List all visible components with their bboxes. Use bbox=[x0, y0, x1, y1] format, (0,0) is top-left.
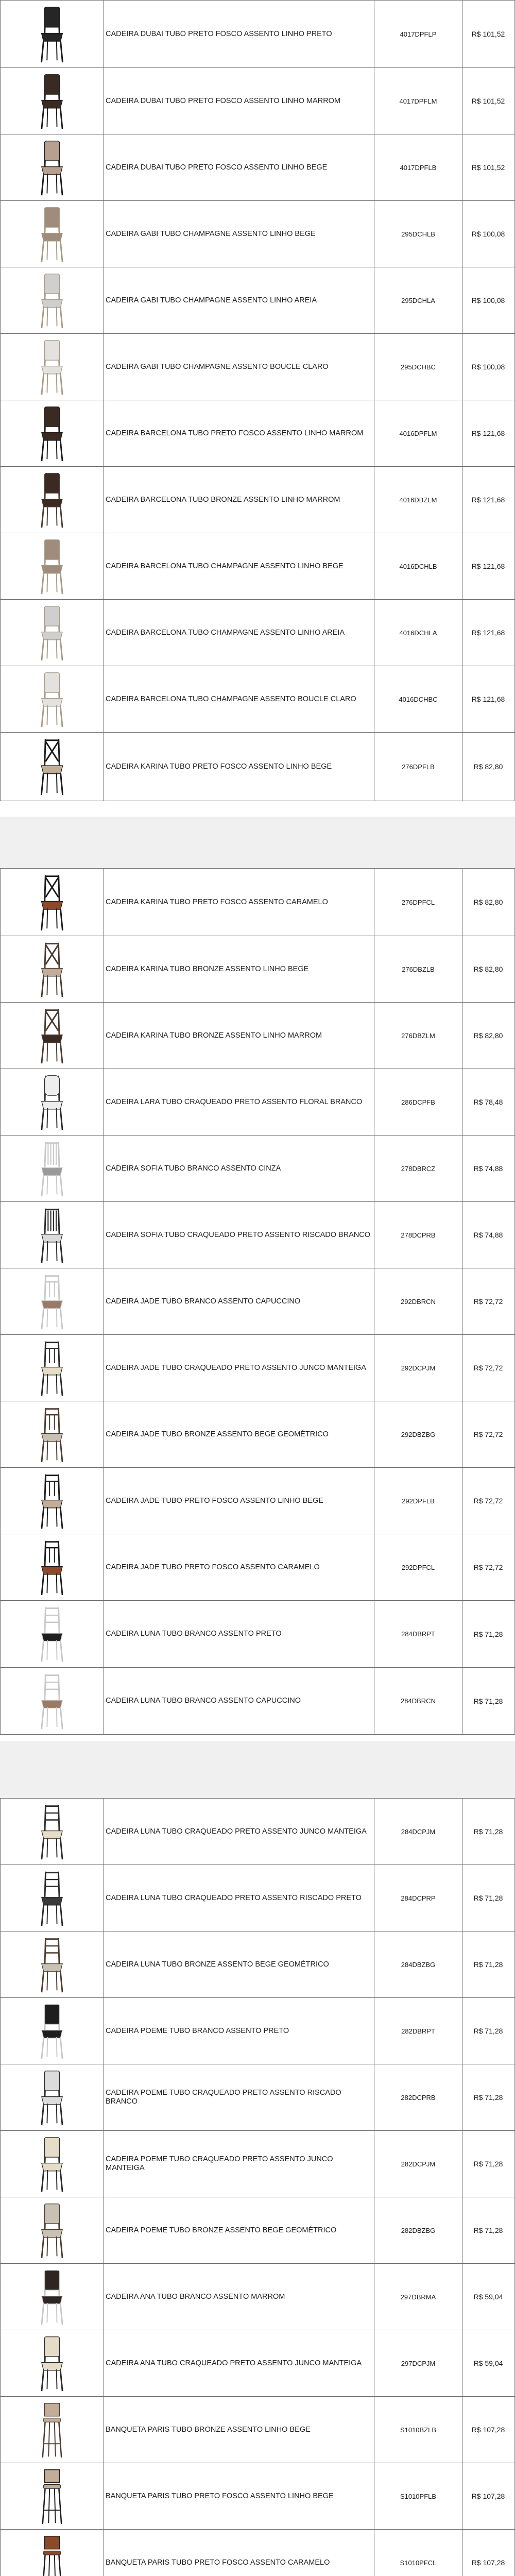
product-image-cell bbox=[1, 2463, 104, 2530]
product-code: 284DBRCN bbox=[374, 1668, 462, 1735]
chair-image bbox=[34, 205, 70, 264]
product-description: CADEIRA ANA TUBO CRAQUEADO PRETO ASSENTO JUNCO MANTEIGA bbox=[104, 2330, 374, 2397]
product-price: R$ 71,28 bbox=[462, 2131, 514, 2197]
product-code: 292DBZBG bbox=[374, 1401, 462, 1468]
product-row bbox=[1, 1401, 515, 1468]
product-row bbox=[1, 666, 515, 733]
product-code: 292DPFCL bbox=[374, 1534, 462, 1601]
product-code: 282DCPJM bbox=[374, 2131, 462, 2197]
product-price: R$ 78,48 bbox=[462, 1069, 514, 1136]
product-price: R$ 100,08 bbox=[462, 334, 514, 400]
product-row bbox=[1, 2397, 515, 2463]
product-row bbox=[1, 334, 515, 400]
product-price: R$ 100,08 bbox=[462, 201, 514, 267]
product-code: 282DCPRB bbox=[374, 2064, 462, 2131]
product-price: R$ 121,68 bbox=[462, 467, 514, 533]
product-image-cell bbox=[1, 334, 104, 400]
product-code: 295DCHBC bbox=[374, 334, 462, 400]
product-price: R$ 82,80 bbox=[462, 733, 514, 801]
product-code: 284DCPRP bbox=[374, 1865, 462, 1931]
product-row bbox=[1, 2463, 515, 2530]
chair-image bbox=[34, 537, 70, 596]
product-description: CADEIRA KARINA TUBO PRETO FOSCO ASSENTO LINHO BEGE bbox=[104, 733, 374, 801]
product-price: R$ 121,68 bbox=[462, 666, 514, 733]
chair-image bbox=[34, 670, 70, 729]
product-code: 282DBRPT bbox=[374, 1998, 462, 2064]
product-image-cell bbox=[1, 267, 104, 334]
chair-image bbox=[34, 2134, 70, 2194]
product-image-cell bbox=[1, 1799, 104, 1865]
chair-image bbox=[34, 940, 70, 999]
catalog-page-3 bbox=[0, 1798, 515, 2576]
product-description: CADEIRA LUNA TUBO BRANCO ASSENTO CAPUCCINO bbox=[104, 1668, 374, 1735]
product-row bbox=[1, 1202, 515, 1268]
product-table bbox=[0, 868, 515, 1735]
product-price: R$ 71,28 bbox=[462, 1998, 514, 2064]
product-price: R$ 74,88 bbox=[462, 1202, 514, 1268]
product-code: 276DPFLB bbox=[374, 733, 462, 801]
product-description: CADEIRA LUNA TUBO CRAQUEADO PRETO ASSENTO RISCADO PRETO bbox=[104, 1865, 374, 1931]
chair-image bbox=[34, 736, 70, 797]
chair-image bbox=[34, 1869, 70, 1928]
product-row bbox=[1, 533, 515, 600]
product-description: CADEIRA POEME TUBO CRAQUEADO PRETO ASSENTO RISCADO BRANCO bbox=[104, 2064, 374, 2131]
product-image-cell bbox=[1, 666, 104, 733]
product-description: CADEIRA GABI TUBO CHAMPAGNE ASSENTO BOUCLE CLARO bbox=[104, 334, 374, 400]
product-description: CADEIRA BARCELONA TUBO CHAMPAGNE ASSENTO LINHO BEGE bbox=[104, 533, 374, 600]
product-price: R$ 100,08 bbox=[462, 267, 514, 334]
product-image-cell bbox=[1, 2197, 104, 2264]
product-image-cell bbox=[1, 2530, 104, 2576]
product-image-cell bbox=[1, 936, 104, 1003]
product-code: 286DCPFB bbox=[374, 1069, 462, 1136]
product-image-cell bbox=[1, 1931, 104, 1998]
product-description: CADEIRA SOFIA TUBO CRAQUEADO PRETO ASSENTO RISCADO BRANCO bbox=[104, 1202, 374, 1268]
product-code: 284DCPJM bbox=[374, 1799, 462, 1865]
product-code: 4016DCHLB bbox=[374, 533, 462, 600]
product-image-cell bbox=[1, 2330, 104, 2397]
chair-image bbox=[34, 271, 70, 330]
product-description: CADEIRA DUBAI TUBO PRETO FOSCO ASSENTO LINHO BEGE bbox=[104, 134, 374, 201]
product-code: 278DCPRB bbox=[374, 1202, 462, 1268]
product-price: R$ 82,80 bbox=[462, 869, 514, 936]
product-description: CADEIRA POEME TUBO BRANCO ASSENTO PRETO bbox=[104, 1998, 374, 2064]
product-row bbox=[1, 2197, 515, 2264]
product-image-cell bbox=[1, 1136, 104, 1202]
product-description: CADEIRA LUNA TUBO CRAQUEADO PRETO ASSENTO JUNCO MANTEIGA bbox=[104, 1799, 374, 1865]
product-code: 4017DPFLB bbox=[374, 134, 462, 201]
product-code: 4016DPFLM bbox=[374, 400, 462, 467]
product-row bbox=[1, 1069, 515, 1136]
product-row bbox=[1, 1799, 515, 1865]
chair-image bbox=[34, 1206, 70, 1265]
product-code: 297DCPJM bbox=[374, 2330, 462, 2397]
product-price: R$ 121,68 bbox=[462, 600, 514, 666]
chair-image bbox=[34, 1671, 70, 1731]
page-gap bbox=[0, 1741, 515, 1798]
chair-image bbox=[34, 1338, 70, 1398]
chair-image bbox=[34, 872, 70, 933]
product-image-cell bbox=[1, 2064, 104, 2131]
product-description: BANQUETA PARIS TUBO BRONZE ASSENTO LINHO BEGE bbox=[104, 2397, 374, 2463]
catalog-page-1 bbox=[0, 0, 515, 817]
chair-image bbox=[34, 470, 70, 530]
chair-image bbox=[34, 1538, 70, 1597]
product-price: R$ 121,68 bbox=[462, 400, 514, 467]
product-description: CADEIRA JADE TUBO PRETO FOSCO ASSENTO CARAMELO bbox=[104, 1534, 374, 1601]
product-description: CADEIRA JADE TUBO CRAQUEADO PRETO ASSENTO JUNCO MANTEIGA bbox=[104, 1335, 374, 1401]
product-description: CADEIRA BARCELONA TUBO CHAMPAGNE ASSENTO BOUCLE CLARO bbox=[104, 666, 374, 733]
product-image-cell bbox=[1, 1401, 104, 1468]
product-row bbox=[1, 1534, 515, 1601]
chair-image bbox=[34, 1604, 70, 1664]
product-code: 295DCHLB bbox=[374, 201, 462, 267]
product-description: CADEIRA LUNA TUBO BRANCO ASSENTO PRETO bbox=[104, 1601, 374, 1668]
product-row bbox=[1, 2330, 515, 2397]
product-code: 276DPFCL bbox=[374, 869, 462, 936]
product-description: CADEIRA DUBAI TUBO PRETO FOSCO ASSENTO LINHO PRETO bbox=[104, 1, 374, 68]
product-price: R$ 107,28 bbox=[462, 2530, 514, 2576]
product-description: CADEIRA BARCELONA TUBO PRETO FOSCO ASSENTO LINHO MARROM bbox=[104, 400, 374, 467]
product-description: CADEIRA KARINA TUBO BRONZE ASSENTO LINHO MARROM bbox=[104, 1003, 374, 1069]
product-row bbox=[1, 2530, 515, 2576]
product-image-cell bbox=[1, 134, 104, 201]
product-description: BANQUETA PARIS TUBO PRETO FOSCO ASSENTO LINHO BEGE bbox=[104, 2463, 374, 2530]
chair-image bbox=[34, 4, 70, 64]
chair-image bbox=[34, 2068, 70, 2127]
catalog-page-2 bbox=[0, 868, 515, 1741]
product-row bbox=[1, 733, 515, 801]
chair-image bbox=[34, 1139, 70, 1198]
product-code: S1010PFCL bbox=[374, 2530, 462, 2576]
product-code: 292DCPJM bbox=[374, 1335, 462, 1401]
product-description: CADEIRA KARINA TUBO BRONZE ASSENTO LINHO BEGE bbox=[104, 936, 374, 1003]
product-code: 4017DPFLM bbox=[374, 68, 462, 134]
product-image-cell bbox=[1, 1268, 104, 1335]
product-row bbox=[1, 1268, 515, 1335]
chair-image bbox=[34, 1471, 70, 1531]
page-gap bbox=[0, 817, 515, 868]
product-price: R$ 107,28 bbox=[462, 2397, 514, 2463]
product-description: CADEIRA JADE TUBO PRETO FOSCO ASSENTO LINHO BEGE bbox=[104, 1468, 374, 1534]
product-price: R$ 71,28 bbox=[462, 1865, 514, 1931]
product-row bbox=[1, 1, 515, 68]
product-price: R$ 82,80 bbox=[462, 936, 514, 1003]
product-price: R$ 107,28 bbox=[462, 2463, 514, 2530]
product-row bbox=[1, 1668, 515, 1735]
product-row bbox=[1, 1003, 515, 1069]
product-row bbox=[1, 201, 515, 267]
product-image-cell bbox=[1, 1, 104, 68]
product-row bbox=[1, 1865, 515, 1931]
product-description: CADEIRA POEME TUBO CRAQUEADO PRETO ASSENTO JUNCO MANTEIGA bbox=[104, 2131, 374, 2197]
product-description: CADEIRA LARA TUBO CRAQUEADO PRETO ASSENTO FLORAL BRANCO bbox=[104, 1069, 374, 1136]
product-price: R$ 72,72 bbox=[462, 1268, 514, 1335]
product-row bbox=[1, 2131, 515, 2197]
product-image-cell bbox=[1, 1998, 104, 2064]
product-image-cell bbox=[1, 733, 104, 801]
product-image-cell bbox=[1, 467, 104, 533]
product-row bbox=[1, 2064, 515, 2131]
product-row bbox=[1, 1468, 515, 1534]
product-code: 297DBRMA bbox=[374, 2264, 462, 2330]
product-code: 276DBZLB bbox=[374, 936, 462, 1003]
product-price: R$ 101,52 bbox=[462, 1, 514, 68]
product-code: S1010BZLB bbox=[374, 2397, 462, 2463]
product-table bbox=[0, 0, 515, 801]
product-row bbox=[1, 2264, 515, 2330]
product-image-cell bbox=[1, 400, 104, 467]
product-price: R$ 72,72 bbox=[462, 1534, 514, 1601]
chair-image bbox=[34, 2201, 70, 2260]
product-code: 4016DCHBC bbox=[374, 666, 462, 733]
product-image-cell bbox=[1, 68, 104, 134]
product-image-cell bbox=[1, 1003, 104, 1069]
product-price: R$ 71,28 bbox=[462, 1931, 514, 1998]
chair-image bbox=[34, 72, 70, 131]
chair-image bbox=[34, 138, 70, 197]
chair-image bbox=[34, 2267, 70, 2327]
product-description: CADEIRA LUNA TUBO BRONZE ASSENTO BEGE GEOMÉTRICO bbox=[104, 1931, 374, 1998]
product-description: CADEIRA SOFIA TUBO BRANCO ASSENTO CINZA bbox=[104, 1136, 374, 1202]
product-code: 295DCHLA bbox=[374, 267, 462, 334]
product-image-cell bbox=[1, 1069, 104, 1136]
chair-image bbox=[34, 404, 70, 463]
product-code: 292DPFLB bbox=[374, 1468, 462, 1534]
product-row bbox=[1, 1931, 515, 1998]
product-description: CADEIRA POEME TUBO BRONZE ASSENTO BEGE GEOMÉTRICO bbox=[104, 2197, 374, 2264]
chair-image bbox=[34, 603, 70, 663]
product-row bbox=[1, 267, 515, 334]
product-price: R$ 59,04 bbox=[462, 2330, 514, 2397]
product-code: 292DBRCN bbox=[374, 1268, 462, 1335]
product-price: R$ 72,72 bbox=[462, 1401, 514, 1468]
product-row bbox=[1, 400, 515, 467]
product-row bbox=[1, 134, 515, 201]
product-description: CADEIRA KARINA TUBO PRETO FOSCO ASSENTO CARAMELO bbox=[104, 869, 374, 936]
chair-image bbox=[34, 1073, 70, 1132]
product-price: R$ 71,28 bbox=[462, 2064, 514, 2131]
chair-image bbox=[34, 1006, 70, 1065]
product-image-cell bbox=[1, 2264, 104, 2330]
product-code: S1010PFLB bbox=[374, 2463, 462, 2530]
product-row bbox=[1, 1136, 515, 1202]
product-description: CADEIRA GABI TUBO CHAMPAGNE ASSENTO LINHO AREIA bbox=[104, 267, 374, 334]
product-code: 276DBZLM bbox=[374, 1003, 462, 1069]
product-code: 4016DBZLM bbox=[374, 467, 462, 533]
product-code: 282DBZBG bbox=[374, 2197, 462, 2264]
product-code: 278DBRCZ bbox=[374, 1136, 462, 1202]
chair-image bbox=[34, 2334, 70, 2393]
product-price: R$ 101,52 bbox=[462, 68, 514, 134]
product-price: R$ 59,04 bbox=[462, 2264, 514, 2330]
product-image-cell bbox=[1, 1668, 104, 1735]
product-description: CADEIRA BARCELONA TUBO BRONZE ASSENTO LINHO MARROM bbox=[104, 467, 374, 533]
product-table bbox=[0, 1798, 515, 2576]
product-image-cell bbox=[1, 1468, 104, 1534]
product-image-cell bbox=[1, 869, 104, 936]
product-code: 4017DPFLP bbox=[374, 1, 462, 68]
product-image-cell bbox=[1, 2131, 104, 2197]
product-image-cell bbox=[1, 1202, 104, 1268]
product-price: R$ 82,80 bbox=[462, 1003, 514, 1069]
product-price: R$ 71,28 bbox=[462, 2197, 514, 2264]
product-description: CADEIRA ANA TUBO BRANCO ASSENTO MARROM bbox=[104, 2264, 374, 2330]
product-row bbox=[1, 600, 515, 666]
chair-image bbox=[34, 2002, 70, 2061]
product-image-cell bbox=[1, 201, 104, 267]
product-price: R$ 72,72 bbox=[462, 1468, 514, 1534]
product-image-cell bbox=[1, 1601, 104, 1668]
product-image-cell bbox=[1, 600, 104, 666]
product-description: CADEIRA DUBAI TUBO PRETO FOSCO ASSENTO LINHO MARROM bbox=[104, 68, 374, 134]
product-description: CADEIRA BARCELONA TUBO CHAMPAGNE ASSENTO LINHO AREIA bbox=[104, 600, 374, 666]
product-price: R$ 71,28 bbox=[462, 1601, 514, 1668]
chair-image bbox=[34, 1935, 70, 1994]
product-row bbox=[1, 869, 515, 936]
chair-image bbox=[34, 1405, 70, 1464]
product-image-cell bbox=[1, 2397, 104, 2463]
chair-image bbox=[34, 1272, 70, 1331]
product-image-cell bbox=[1, 1335, 104, 1401]
product-price: R$ 71,28 bbox=[462, 1799, 514, 1865]
product-image-cell bbox=[1, 1865, 104, 1931]
product-image-cell bbox=[1, 1534, 104, 1601]
chair-image bbox=[34, 2533, 70, 2576]
product-row bbox=[1, 68, 515, 134]
chair-image bbox=[34, 1802, 70, 1861]
chair-image bbox=[34, 2467, 70, 2526]
product-row bbox=[1, 1601, 515, 1668]
product-description: CADEIRA JADE TUBO BRANCO ASSENTO CAPUCCINO bbox=[104, 1268, 374, 1335]
product-row bbox=[1, 467, 515, 533]
product-price: R$ 72,72 bbox=[462, 1335, 514, 1401]
product-price: R$ 121,68 bbox=[462, 533, 514, 600]
product-code: 284DBZBG bbox=[374, 1931, 462, 1998]
product-code: 284DBRPT bbox=[374, 1601, 462, 1668]
product-description: BANQUETA PARIS TUBO PRETO FOSCO ASSENTO CARAMELO bbox=[104, 2530, 374, 2576]
product-price: R$ 101,52 bbox=[462, 134, 514, 201]
product-row bbox=[1, 936, 515, 1003]
product-image-cell bbox=[1, 533, 104, 600]
product-row bbox=[1, 1998, 515, 2064]
product-code: 4016DCHLA bbox=[374, 600, 462, 666]
product-price: R$ 71,28 bbox=[462, 1668, 514, 1735]
chair-image bbox=[34, 2400, 70, 2460]
product-price: R$ 74,88 bbox=[462, 1136, 514, 1202]
chair-image bbox=[34, 337, 70, 397]
product-description: CADEIRA JADE TUBO BRONZE ASSENTO BEGE GEOMÉTRICO bbox=[104, 1401, 374, 1468]
product-description: CADEIRA GABI TUBO CHAMPAGNE ASSENTO LINHO BEGE bbox=[104, 201, 374, 267]
product-row bbox=[1, 1335, 515, 1401]
